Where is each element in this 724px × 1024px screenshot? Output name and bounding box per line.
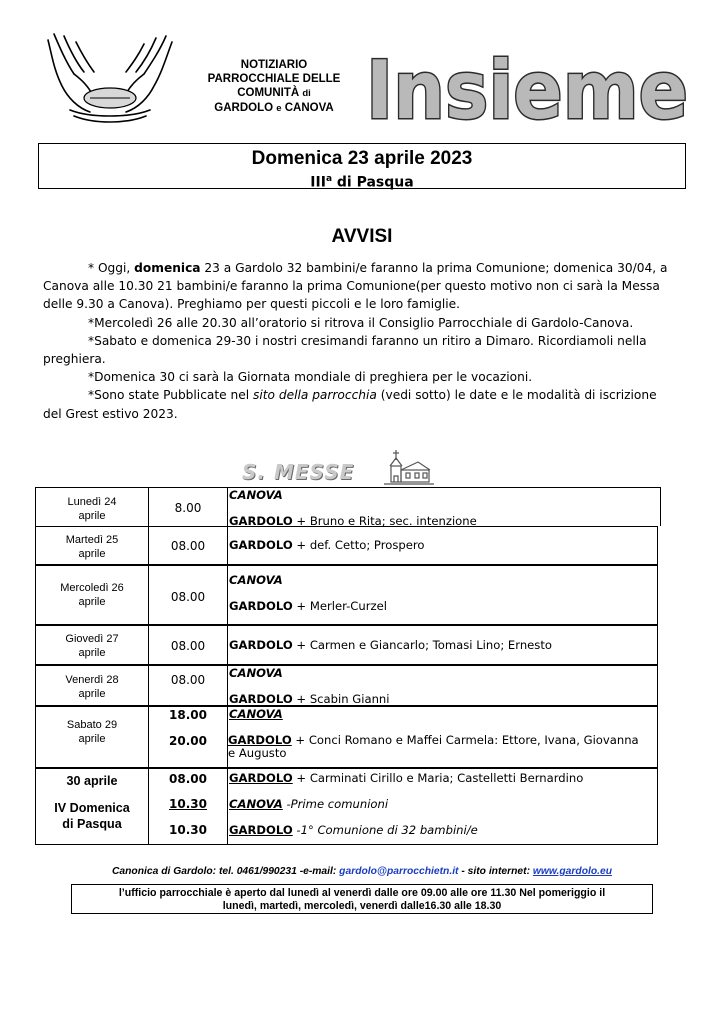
issue-date: Domenica 23 aprile 2023 xyxy=(251,148,473,169)
avviso-paragraph: *Mercoledì 26 alle 20.30 all’oratorio si ritrova il Consiglio Parrocchiale di Gardolo-Canova. xyxy=(88,315,634,330)
avviso-paragraph: *Sabato e domenica 29-30 i nostri cresimandi faranno un ritiro a Dimaro. Ricordiamoli nella preghiera. xyxy=(43,333,647,367)
masthead-text: Insieme xyxy=(366,44,688,132)
table-row: Giovedì 27 aprile 08.00 GARDOLO + Carmen e Giancarlo; Tomasi Lino; Ernesto xyxy=(35,625,658,665)
messe-heading: S. MESSE xyxy=(240,448,440,488)
table-row: Martedì 25 aprile 08.00 GARDOLO + def. Cetto; Prospero xyxy=(35,526,658,565)
avviso-paragraph: * Oggi, domenica 23 a Gardolo 32 bambini/e faranno la prima Comunione; domenica 30/04, a Canova alle 10.30 21 bambini/e faranno la prima Comunione(per questo motivo non ci sarà la Messa delle 9.30 a Canova). Preghiamo per questi piccoli e le loro famiglie. xyxy=(43,261,668,312)
table-row: 30 aprile IV Domenica di Pasqua 08.00 10.30 10.30 GARDOLO + Carminati Cirillo e Maria; Castelletti Bernardino CANOVA -Prime comunioni GARDOLO -1° Comunione di 32 bambini/e xyxy=(35,768,658,845)
avvisi-heading: AVVISI xyxy=(331,226,393,247)
church-icon xyxy=(384,448,434,486)
table-row: Sabato 29 aprile 18.00 20.00 CANOVA GARDOLO + Conci Romano e Maffei Carmela: Ettore, Ivana, Giovanna e Augusto xyxy=(35,706,658,768)
masthead-title xyxy=(362,40,692,132)
avviso-paragraph: *Sono state Pubblicate nel sito della parrocchia (vedi sotto) le date e le modalità di iscrizione del Grest estivo 2023. xyxy=(43,388,657,421)
avviso-paragraph: *Domenica 30 ci sarà la Giornata mondiale di preghiera per le vocazioni. xyxy=(88,370,533,385)
email-link[interactable]: gardolo@parrocchietn.it xyxy=(339,866,459,877)
notiziario-label: NOTIZIARIO PARROCCHIALE DELLE COMUNITÀ di GARDOLO e CANOVA xyxy=(207,59,341,114)
title-box xyxy=(38,143,686,189)
avvisi-body xyxy=(43,259,675,423)
table-row: Venerdì 28 aprile 08.00 CANOVA GARDOLO + Scabin Gianni xyxy=(35,665,658,706)
website-link[interactable]: www.gardolo.eu xyxy=(532,866,613,877)
office-hours-box: l’ufficio parrocchiale è aperto dal lunedì al venerdì dalle ore 09.00 alle ore 11.30 Nel pomeriggio il lunedì, martedì, mercoledì, venerdì dalle16.30 alle 18.30 xyxy=(71,884,653,914)
table-row: Mercoledì 26 aprile 08.00 CANOVA GARDOLO + Merler-Curzel xyxy=(35,565,658,625)
praying-hands-logo-icon xyxy=(40,28,180,128)
table-row: Lunedì 24 aprile 8.00 CANOVA GARDOLO + Bruno e Rita; sec. intenzione xyxy=(35,487,661,526)
liturgical-sunday: III$^a$ di Pasqua xyxy=(310,174,414,191)
contact-line: Canonica di Gardolo: tel. 0461/990231 -e-mail: gardolo@parrocchietn.it - sito internet: www.gardolo.eu xyxy=(111,866,613,877)
